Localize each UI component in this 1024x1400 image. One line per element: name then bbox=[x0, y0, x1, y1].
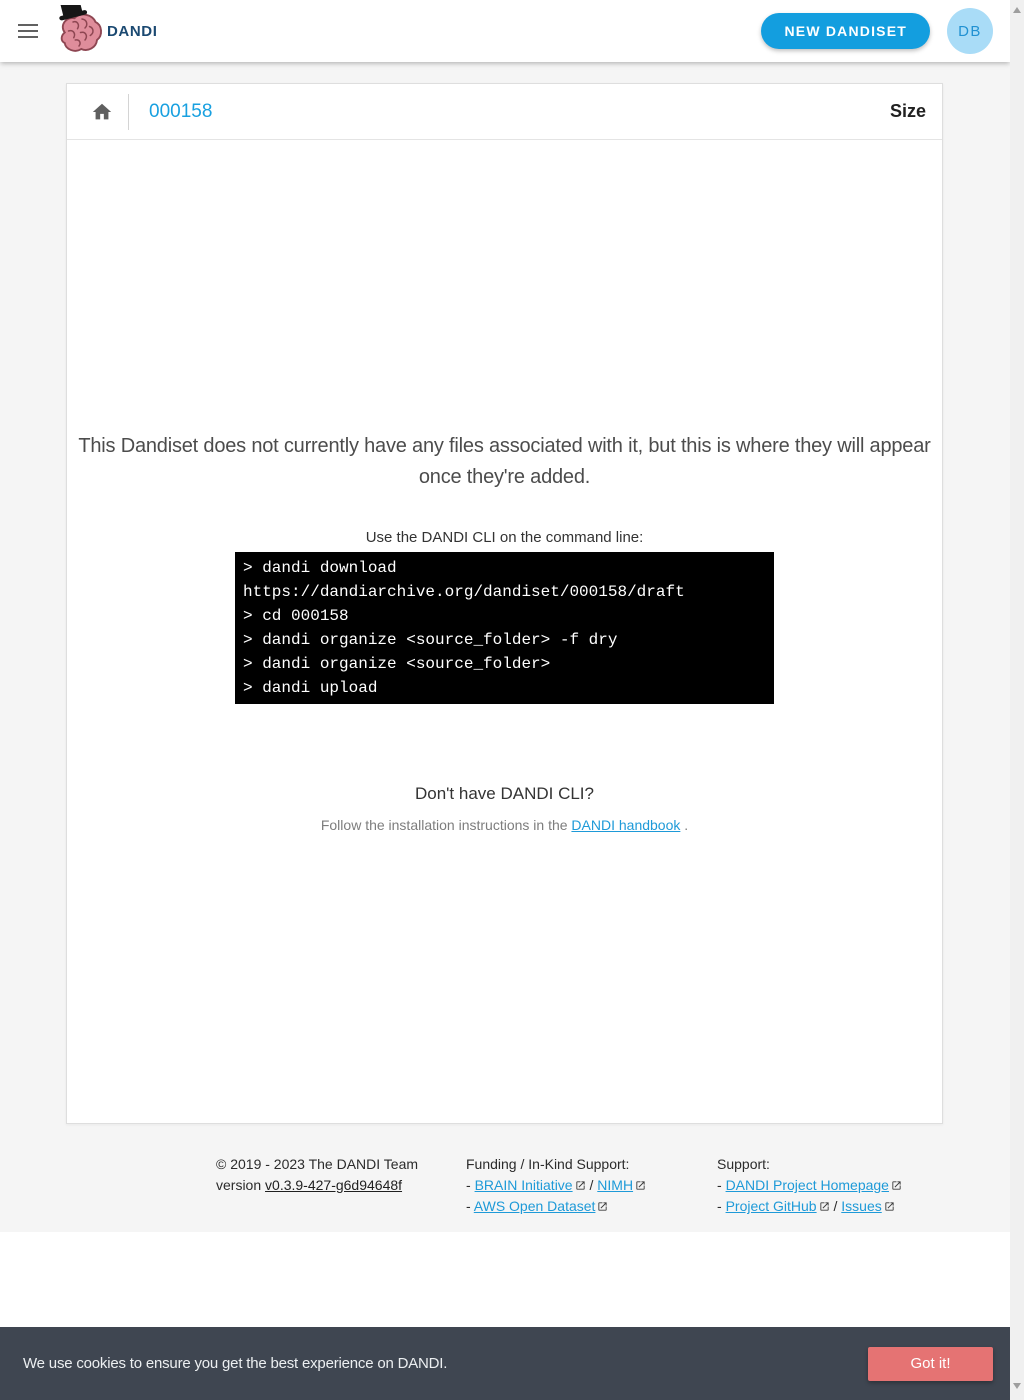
scrollbar-up-arrow-icon[interactable] bbox=[1013, 7, 1021, 13]
hamburger-menu-icon[interactable] bbox=[18, 24, 38, 38]
separator: / bbox=[585, 1177, 598, 1193]
scrollbar-down-arrow-icon[interactable] bbox=[1013, 1383, 1021, 1389]
home-icon[interactable] bbox=[91, 101, 113, 123]
cookie-message: We use cookies to ensure you get the best experience on DANDI. bbox=[23, 1355, 448, 1372]
footer-support-column bbox=[717, 1154, 902, 1217]
copyright-text: © 2019 - 2023 The DANDI Team bbox=[216, 1156, 419, 1172]
cli-heading: Use the DANDI CLI on the command line: bbox=[365, 528, 644, 546]
user-avatar[interactable]: DB bbox=[947, 8, 993, 54]
external-link-icon bbox=[635, 1180, 646, 1191]
funding-heading: Funding / In-Kind Support: bbox=[466, 1156, 630, 1172]
support-line-2 bbox=[717, 1196, 902, 1217]
external-link-icon bbox=[597, 1201, 608, 1212]
size-column-header: Size bbox=[889, 101, 926, 121]
support-heading: Support: bbox=[717, 1156, 770, 1172]
external-link-icon bbox=[884, 1201, 895, 1212]
vertical-scrollbar[interactable] bbox=[1010, 0, 1024, 1400]
cookie-consent-banner bbox=[0, 1327, 1010, 1400]
cli-command: > cd 000158 bbox=[243, 606, 349, 625]
version-link[interactable]: v0.3.9-427-g6d94648f bbox=[265, 1177, 403, 1193]
install-suffix: . bbox=[680, 816, 689, 833]
funding-line-2 bbox=[466, 1196, 646, 1217]
cookie-accept-button[interactable]: Got it! bbox=[868, 1347, 993, 1381]
install-instructions-line bbox=[321, 817, 688, 833]
external-link-icon bbox=[575, 1180, 586, 1191]
cli-command: > dandi organize <source_folder> -f dry bbox=[243, 630, 618, 649]
external-link-icon bbox=[819, 1201, 830, 1212]
app-header bbox=[0, 0, 1010, 62]
breadcrumb-dandiset-id[interactable]: 000158 bbox=[149, 100, 213, 122]
bullet: - bbox=[466, 1177, 475, 1193]
dandi-handbook-link[interactable]: DANDI handbook bbox=[571, 816, 681, 833]
support-line-1 bbox=[717, 1175, 902, 1196]
nimh-link[interactable]: NIMH bbox=[597, 1177, 634, 1193]
dandi-brain-logo[interactable] bbox=[55, 5, 103, 57]
bullet: - bbox=[717, 1198, 726, 1214]
dandiset-files-card bbox=[66, 83, 943, 1124]
version-line bbox=[216, 1175, 418, 1196]
footer-funding-column bbox=[466, 1154, 646, 1217]
empty-state-content bbox=[67, 140, 942, 1123]
no-cli-heading: Don't have DANDI CLI? bbox=[415, 783, 594, 803]
breadcrumb-divider bbox=[128, 94, 129, 130]
new-dandiset-button[interactable]: NEW DANDISET bbox=[761, 13, 930, 49]
project-github-link[interactable]: Project GitHub bbox=[725, 1198, 817, 1214]
cli-code-block bbox=[235, 552, 774, 704]
funding-line-1 bbox=[466, 1175, 646, 1196]
empty-dandiset-message: This Dandiset does not currently have any files associated with it, but this is where they will appear once they're added. bbox=[78, 434, 931, 488]
footer-copyright-column bbox=[216, 1154, 418, 1196]
external-link-icon bbox=[891, 1180, 902, 1191]
issues-link[interactable]: Issues bbox=[841, 1198, 882, 1214]
version-prefix: version bbox=[216, 1177, 266, 1193]
brain-initiative-link[interactable]: BRAIN Initiative bbox=[474, 1177, 573, 1193]
bullet: - bbox=[466, 1198, 474, 1214]
cli-command: > dandi download https://dandiarchive.org/dandiset/000158/draft bbox=[243, 558, 685, 601]
breadcrumb-bar bbox=[67, 84, 942, 140]
brand-title[interactable]: DANDI bbox=[107, 22, 158, 40]
dandi-homepage-link[interactable]: DANDI Project Homepage bbox=[725, 1177, 889, 1193]
separator: / bbox=[829, 1198, 842, 1214]
brain-with-top-hat-icon bbox=[55, 5, 103, 57]
cli-command: > dandi organize <source_folder> bbox=[243, 654, 551, 673]
install-prefix: Follow the installation instructions in the bbox=[320, 816, 572, 833]
aws-open-dataset-link[interactable]: AWS Open Dataset bbox=[473, 1198, 596, 1214]
cli-command: > dandi upload bbox=[243, 678, 378, 697]
bullet: - bbox=[717, 1177, 726, 1193]
